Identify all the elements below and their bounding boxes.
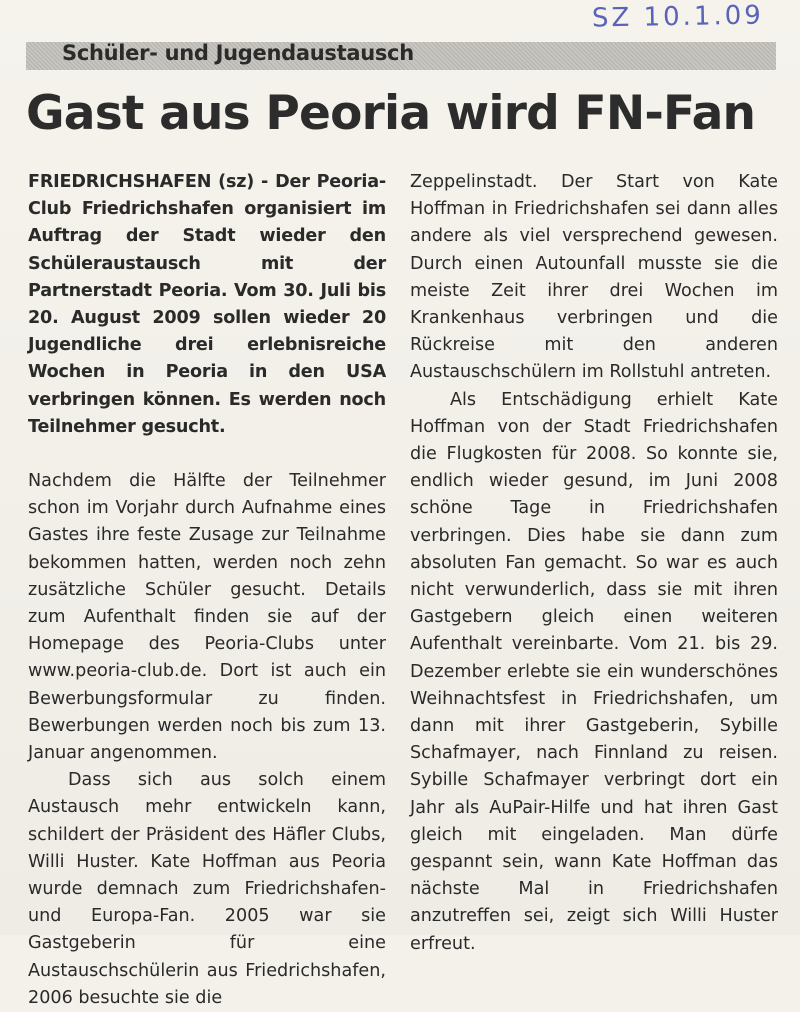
article-paragraph: Zeppelinstadt. Der Start von Kate Hoffman in Friedrichshafen sei dann alles andere als viel versprechend gewesen. Durch einen Autounfall musste sie die meiste Zeit ihrer drei Wochen im Krankenhaus verbringen und die Rückreise mit den anderen Austauschschülern im Rollstuhl antreten.: [410, 172, 778, 383]
column-divider: [398, 172, 399, 912]
article-column-right: [410, 169, 778, 958]
handwritten-date-stamp: SZ 10.1.09: [591, 0, 765, 34]
article-column-left: [28, 169, 386, 1012]
kicker-title: Schüler- und Jugendaustausch: [62, 41, 414, 65]
article-headline: Gast aus Peoria wird FN-Fan: [26, 86, 756, 141]
article-paragraph: Als Entschädigung erhielt Kate Hoffman von der Stadt Friedrichshafen die Flugkosten für 2008. So konnte sie, endlich wieder gesund, im Juni 2008 schöne Tage in Friedrichshafen verbringen. Dies habe sie dann zum absoluten Fan gemacht. So war es auch nicht verwunderlich, dass sie mit ihren Gastgebern gleich einen weiteren Aufenthalt vereinbarte. Vom 21. bis 29. Dezember erlebte sie ein wunderschönes Weihnachtsfest in Friedrichshafen, um dann mit ihrer Gastgeberin, Sybille Schafmayer, nach Finnland zu reisen. Sybille Schafmayer verbringt dort ein Jahr als AuPair-Hilfe und hat ihren Gast gleich mit eingeladen. Man dürfe gespannt sein, wann Kate Hoffman das nächste Mal in Friedrichshafen anzutreffen sei, zeigt sich Willi Huster erfreut.: [410, 389, 778, 954]
article-paragraph: Dass sich aus solch einem Austausch mehr entwickeln kann, schildert der Präsident des Häfler Clubs, Willi Huster. Kate Hoffman aus Peoria wurde demnach zum Friedrichshafen- und Europa-Fan. 2005 war sie Gastgeberin für eine Austauschschülerin aus Friedrichshafen, 2006 besuchte sie die: [28, 770, 386, 1008]
article-paragraph: Nachdem die Hälfte der Teilnehmer schon im Vorjahr durch Aufnahme eines Gastes ihre feste Zusage zur Teilnahme bekommen hatten, werden noch zehn zusätzliche Schüler gesucht. Details zum Aufenthalt finden sie auf der Homepage des Peoria-Clubs unter www.peoria-club.de. Dort ist auch ein Bewerbungsformular zu finden. Bewerbungen werden noch bis zum 13. Januar angenommen.: [28, 471, 386, 764]
article-lead: FRIEDRICHSHAFEN (sz) - Der Peoria-Club Friedrichshafen organisiert im Auftrag der Stadt wieder den Schüleraustausch mit der Partnerstadt Peoria. Vom 30. Juli bis 20. August 2009 sollen wieder 20 Jugendliche drei erlebnisreiche Wochen in Peoria in den USA verbringen können. Es werden noch Teilnehmer gesucht.: [28, 172, 386, 437]
